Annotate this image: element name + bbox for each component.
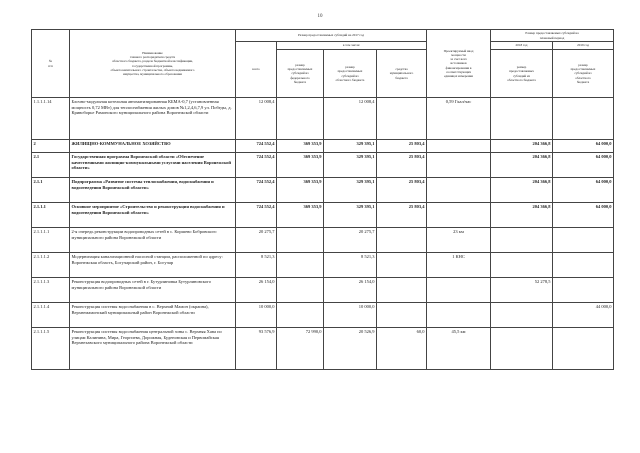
row-name: Модернизация канализационной насосной станции, расположенной по адресу: Воронежская область, Богучарский район, г. Богучар (70, 253, 236, 278)
row-capacity: 23 км (427, 228, 491, 253)
row-federal: 369 353,9 (277, 153, 324, 178)
row-capacity (427, 203, 491, 228)
header-including: в том числе: (277, 42, 427, 50)
row-capacity: 1 КНС (427, 253, 491, 278)
row-name: Реконструкция системы водоснабжения в с. Верхний Мамон (окраина), Верхнемамонский муниципальный район Воронежской области (70, 303, 236, 328)
row-2018 (491, 228, 553, 253)
row-total: 724 552,4 (236, 178, 277, 203)
row-federal: 369 353,9 (277, 178, 324, 203)
row-municipal: 60,0 (377, 328, 427, 370)
row-municipal: 25 803,4 (377, 140, 427, 153)
header-capacity: Проектируемый ввод мощности за счет всех источников финансирования в соответствующих единицах измерения (427, 30, 491, 98)
row-number: 1.1.1.1.14 (32, 98, 70, 140)
row-regional: 329 395,1 (324, 153, 377, 178)
row-total: 12 008,4 (236, 98, 277, 140)
row-federal (277, 303, 324, 328)
row-federal: 369 353,9 (277, 203, 324, 228)
row-name: Основное мероприятие «Строительство и реконструкция водоснабжения и водоотведения Воронежской области» (70, 203, 236, 228)
row-municipal (377, 228, 427, 253)
row-capacity (427, 278, 491, 303)
row-2019: 64 000,0 (553, 153, 614, 178)
row-total: 724 552,4 (236, 153, 277, 178)
row-number: 2.1 (32, 153, 70, 178)
header-subsidy-2017: Размер предоставляемых субсидий на 2017 год (236, 30, 427, 42)
table-row (32, 178, 614, 203)
row-number: 2 (32, 140, 70, 153)
row-number: 2.1.1.1 (32, 203, 70, 228)
row-2018 (491, 303, 553, 328)
row-capacity (427, 140, 491, 153)
row-name: 2-я очередь реконструкции водопроводных сетей в с. Коршево Бобровского муниципального района Воронежской области (70, 228, 236, 253)
row-2018: 52 278,5 (491, 278, 553, 303)
row-name: Блочно-модульная котельная автоматизированная КБМА-0,7 (установленная мощность 0,72 МВт) для теплоснабжения жилых домов №1,2,4,6,7,9 ул. Победы, д. Кривоборье Рамонского муниципального района Воронежской области (70, 98, 236, 140)
row-number: 2.1.1.1.1 (32, 228, 70, 253)
row-number: 2.1.1.1.5 (32, 328, 70, 370)
page-number: 10 (317, 14, 323, 19)
row-2019 (553, 253, 614, 278)
header-municipal: средства муниципального бюджета (377, 50, 427, 98)
table-row (32, 98, 614, 140)
header-federal: размер предоставляемых субсидий из федерального бюджета (277, 50, 324, 98)
row-2019: 64 000,0 (553, 140, 614, 153)
header-2019-subsidy: размер предоставляемых субсидий из областного бюджета (553, 50, 614, 98)
row-name: Реконструкция системы водоснабжения центральной зоны с. Верхняя Хава по улицам Калинина, Мира, Георгиева, Дорожная, Буденовская и Первомайская Верхнехавского муниципального района Воронежской области (70, 328, 236, 370)
row-federal: 72 990,0 (277, 328, 324, 370)
row-total: 8 521,3 (236, 253, 277, 278)
row-capacity (427, 303, 491, 328)
row-federal (277, 253, 324, 278)
header-regional: размер предоставляемых субсидий из областного бюджета (324, 50, 377, 98)
row-name: Государственная программа Воронежской области «Обеспечение качественными жилищно-коммунальными услугами населения Воронежской области» (70, 153, 236, 178)
table-row (32, 253, 614, 278)
row-regional: 20 526,9 (324, 328, 377, 370)
row-name: ЖИЛИЩНО-КОММУНАЛЬНОЕ ХОЗЯЙСТВО (70, 140, 236, 153)
row-2019 (553, 328, 614, 370)
row-2018 (491, 328, 553, 370)
row-federal (277, 98, 324, 140)
row-regional: 10 000,0 (324, 303, 377, 328)
row-2019 (553, 228, 614, 253)
table-row (32, 203, 614, 228)
row-municipal: 25 803,4 (377, 203, 427, 228)
header-total: всего (236, 42, 277, 98)
row-total: 724 552,4 (236, 203, 277, 228)
row-regional: 8 521,3 (324, 253, 377, 278)
header-2018: 2018 год (491, 42, 553, 50)
table-row (32, 278, 614, 303)
table-row (32, 140, 614, 153)
table-row (32, 328, 614, 370)
table-row (32, 228, 614, 253)
table-row (32, 303, 614, 328)
row-number: 2.1.1.1.2 (32, 253, 70, 278)
row-regional: 26 154,0 (324, 278, 377, 303)
row-2018: 204 366,8 (491, 178, 553, 203)
row-regional: 329 395,1 (324, 178, 377, 203)
row-name: Реконструкция водопроводных сетей в г. Бутурлиновка Бутурлиновского муниципального района Воронежской области (70, 278, 236, 303)
row-number: 2.1.1.1.3 (32, 278, 70, 303)
row-total: 93 576,9 (236, 328, 277, 370)
header-2018-subsidy: размер предоставляемых субсидий из областного бюджета (491, 50, 553, 98)
row-number: 2.1.1 (32, 178, 70, 203)
row-municipal: 25 803,4 (377, 153, 427, 178)
row-regional: 329 395,1 (324, 203, 377, 228)
row-capacity (427, 178, 491, 203)
row-capacity: 45,5 км (427, 328, 491, 370)
header-planned-period: Размер предоставляемых субсидий на плановый период (491, 30, 614, 42)
row-2019 (553, 278, 614, 303)
row-name: Подпрограмма «Развитие системы теплоснабжения, водоснабжения и водоотведения Воронежской области» (70, 178, 236, 203)
row-total: 20 275,7 (236, 228, 277, 253)
row-federal: 369 353,9 (277, 140, 324, 153)
row-total: 10 000,0 (236, 303, 277, 328)
row-total: 26 154,0 (236, 278, 277, 303)
header-name: Наименование главного распорядителя средств областного бюджета, раздела бюджетной классификации, государственной программы, объекта капитального строительства, объекта недвижимого имущества, муниципального образования (70, 30, 236, 98)
header-2019: 2019 год (553, 42, 614, 50)
row-municipal (377, 98, 427, 140)
row-2018 (491, 253, 553, 278)
row-capacity: 0,59 Гкал/час (427, 98, 491, 140)
table-body (32, 98, 614, 370)
row-regional: 12 008,4 (324, 98, 377, 140)
header-no: № п/п (32, 30, 70, 98)
table-header (32, 30, 614, 98)
row-capacity (427, 153, 491, 178)
row-2019: 64 000,0 (553, 178, 614, 203)
row-number: 2.1.1.1.4 (32, 303, 70, 328)
row-federal (277, 228, 324, 253)
row-regional: 20 275,7 (324, 228, 377, 253)
row-municipal: 25 803,4 (377, 178, 427, 203)
row-municipal (377, 253, 427, 278)
row-2018: 204 366,8 (491, 203, 553, 228)
row-total: 724 552,4 (236, 140, 277, 153)
row-2018: 204 366,8 (491, 153, 553, 178)
row-2019: 64 000,0 (553, 203, 614, 228)
row-regional: 329 395,1 (324, 140, 377, 153)
table-row (32, 153, 614, 178)
row-municipal (377, 278, 427, 303)
row-federal (277, 278, 324, 303)
row-2019: 44 000,0 (553, 303, 614, 328)
subsidy-table (31, 29, 614, 370)
row-2018 (491, 98, 553, 140)
row-municipal (377, 303, 427, 328)
row-2019 (553, 98, 614, 140)
row-2018: 204 366,8 (491, 140, 553, 153)
